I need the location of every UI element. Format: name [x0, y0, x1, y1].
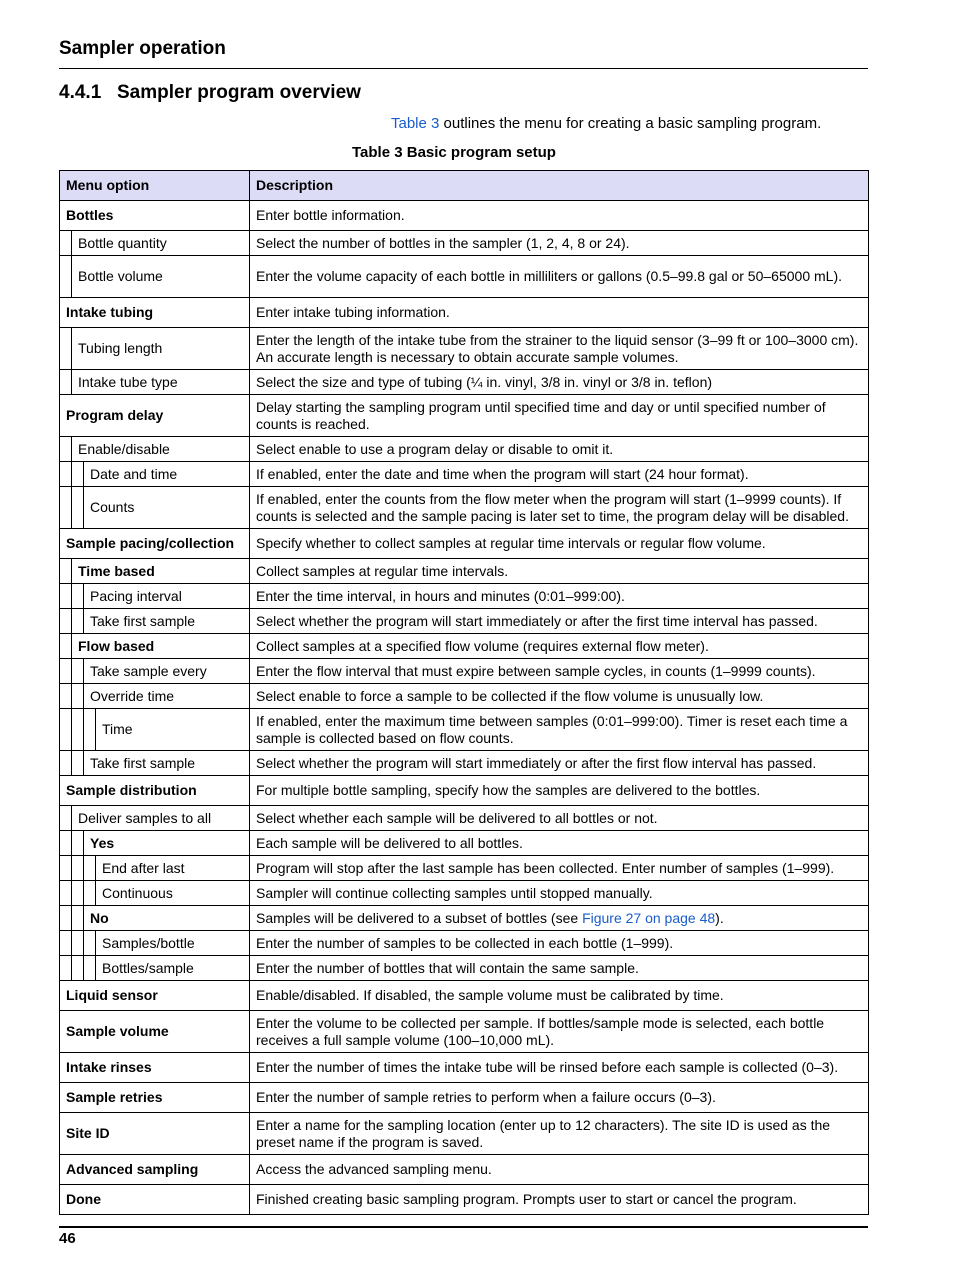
- indent-rule: [60, 709, 72, 750]
- description-text: Enter the flow interval that must expire between sample cycles, in counts (1–9999 counts).: [256, 662, 816, 679]
- menu-option: Pacing interval: [90, 587, 182, 604]
- menu-description: [250, 831, 869, 856]
- menu-option: Site ID: [66, 1125, 110, 1141]
- table-row: [60, 659, 869, 684]
- menu-description: [250, 906, 869, 931]
- table-row: [60, 462, 869, 487]
- description-text: Enter the length of the intake tube from the strainer to the liquid sensor (3–99 ft or 100–3000 cm). An accurate length is necessary to obtain accurate sample volumes.: [256, 331, 859, 365]
- indent-rule: [60, 256, 72, 297]
- section-heading: Sampler program overview: [117, 82, 361, 103]
- table-row: [60, 395, 869, 437]
- menu-option: Sample retries: [66, 1089, 163, 1105]
- table-row: [60, 201, 869, 231]
- table-row: [60, 328, 869, 370]
- menu-option-cell: [60, 1083, 250, 1113]
- description-text: Enter the time interval, in hours and minutes (0:01–999:00).: [256, 587, 625, 604]
- indent-rule: [60, 931, 72, 955]
- menu-option-cell: [60, 437, 250, 462]
- table-row: [60, 609, 869, 634]
- description-text: Collect samples at a specified flow volume (requires external flow meter).: [256, 637, 709, 654]
- table-row: [60, 487, 869, 529]
- page-number: 46: [59, 1230, 76, 1247]
- menu-option-cell: [60, 709, 250, 751]
- menu-option-cell: [60, 298, 250, 328]
- description-text: If enabled, enter the date and time when the program will start (24 hour format).: [256, 465, 749, 482]
- menu-description: [250, 931, 869, 956]
- description-text: Enter intake tubing information.: [256, 304, 450, 320]
- table-row: [60, 684, 869, 709]
- menu-option-cell: [60, 328, 250, 370]
- description-text: Enter the number of times the intake tube will be rinsed before each sample is collected (0–3).: [256, 1059, 839, 1075]
- description-text: Select the number of bottles in the sampler (1, 2, 4, 8 or 24).: [256, 234, 630, 251]
- section-number: 4.4.1: [59, 82, 102, 103]
- menu-description: [250, 634, 869, 659]
- indent-rule: [72, 709, 84, 750]
- menu-option-cell: [60, 559, 250, 584]
- menu-option: No: [90, 909, 109, 926]
- menu-description: [250, 437, 869, 462]
- menu-option-cell: [60, 751, 250, 776]
- menu-option-cell: [60, 831, 250, 856]
- menu-option: Intake tube type: [78, 373, 178, 390]
- description-text: Enter the volume to be collected per sample. If bottles/sample mode is selected, each bottle receives a full sample volume (100–10,000 mL).: [256, 1014, 825, 1048]
- section-title: [59, 82, 361, 104]
- table-row: [60, 956, 869, 981]
- indent-rule: [60, 609, 72, 633]
- menu-option-cell: [60, 256, 250, 298]
- menu-option-cell: [60, 906, 250, 931]
- description-text: Enable/disabled. If disabled, the sample volume must be calibrated by time.: [256, 987, 724, 1003]
- indent-rule: [72, 906, 84, 930]
- menu-option: Sample pacing/collection: [66, 535, 235, 551]
- menu-option-cell: [60, 462, 250, 487]
- indent-rule: [84, 881, 96, 905]
- intro-paragraph: [391, 115, 821, 132]
- indent-rule: [72, 831, 84, 855]
- indent-rule: [72, 881, 84, 905]
- description-text: Finished creating basic sampling program. Prompts user to start or cancel the program.: [256, 1191, 797, 1207]
- menu-option: Override time: [90, 687, 175, 704]
- menu-option-cell: [60, 659, 250, 684]
- menu-option-cell: [60, 956, 250, 981]
- table-row: [60, 584, 869, 609]
- menu-description: [250, 462, 869, 487]
- menu-description: [250, 1083, 869, 1113]
- menu-option: Time: [102, 721, 133, 737]
- menu-option: Tubing length: [78, 340, 163, 356]
- table-row: [60, 881, 869, 906]
- description-text: Each sample will be delivered to all bottles.: [256, 834, 523, 851]
- description-text: Select whether the program will start immediately or after the first time interval has passed.: [256, 612, 818, 629]
- header-rule: [59, 68, 868, 69]
- menu-description: [250, 709, 869, 751]
- indent-rule: [60, 487, 72, 528]
- menu-option: Bottles/sample: [102, 959, 194, 976]
- menu-option-cell: [60, 1053, 250, 1083]
- table-header-row: [60, 171, 869, 201]
- menu-option-cell: [60, 395, 250, 437]
- menu-description: [250, 684, 869, 709]
- menu-option: Intake tubing: [66, 304, 154, 320]
- menu-option-cell: [60, 584, 250, 609]
- menu-option: Time based: [78, 562, 155, 579]
- menu-option: Program delay: [66, 407, 164, 423]
- indent-rule: [84, 856, 96, 880]
- indent-rule: [72, 584, 84, 608]
- menu-option: Sample volume: [66, 1023, 169, 1039]
- menu-option: Date and time: [90, 465, 178, 482]
- menu-option: Enable/disable: [78, 440, 170, 457]
- menu-option-cell: [60, 776, 250, 806]
- table-row: [60, 1113, 869, 1155]
- menu-option-cell: [60, 931, 250, 956]
- table-row: [60, 370, 869, 395]
- menu-description: [250, 395, 869, 437]
- menu-option-cell: [60, 1011, 250, 1053]
- program-setup-table: [59, 170, 869, 1215]
- menu-description: [250, 1113, 869, 1155]
- description-text: Select the size and type of tubing (¼ in. vinyl, 3/8 in. vinyl or 3/8 in. teflon): [256, 373, 713, 390]
- menu-option-cell: [60, 684, 250, 709]
- menu-description: [250, 370, 869, 395]
- menu-option: Bottles: [66, 207, 114, 223]
- menu-description: [250, 529, 869, 559]
- indent-rule: [72, 751, 84, 775]
- menu-option-cell: [60, 370, 250, 395]
- menu-description: [250, 256, 869, 298]
- footer-rule: [59, 1226, 868, 1228]
- menu-option: Take first sample: [90, 612, 196, 629]
- menu-option-cell: [60, 609, 250, 634]
- indent-rule: [60, 906, 72, 930]
- menu-option-cell: [60, 634, 250, 659]
- indent-rule: [72, 609, 84, 633]
- menu-description: [250, 856, 869, 881]
- header-option-cell: [60, 171, 250, 201]
- description-text: Specify whether to collect samples at regular time intervals or regular flow volume.: [256, 535, 766, 551]
- table-row: [60, 437, 869, 462]
- table-row: [60, 298, 869, 328]
- menu-option: Take sample every: [90, 662, 207, 679]
- menu-description: [250, 559, 869, 584]
- table-row: [60, 256, 869, 298]
- menu-option: Continuous: [102, 884, 173, 901]
- indent-rule: [60, 634, 72, 658]
- table-link[interactable]: Table 3: [391, 115, 440, 132]
- description-text: Samples will be delivered to a subset of bottles (see: [256, 909, 583, 926]
- menu-option: Deliver samples to all: [78, 809, 212, 826]
- description-text: If enabled, enter the maximum time between samples (0:01–999:00). Timer is reset each time a sample is collected based on flow counts.: [256, 712, 848, 746]
- menu-option: Samples/bottle: [102, 934, 195, 951]
- table-row: [60, 776, 869, 806]
- menu-option-cell: [60, 1185, 250, 1215]
- menu-option: Liquid sensor: [66, 987, 158, 1003]
- menu-option: Done: [66, 1191, 101, 1207]
- menu-description: [250, 776, 869, 806]
- indent-rule: [60, 806, 72, 830]
- indent-rule: [60, 684, 72, 708]
- table-row: [60, 1011, 869, 1053]
- indent-rule: [72, 659, 84, 683]
- menu-option-cell: [60, 201, 250, 231]
- description-suffix: ).: [715, 909, 724, 926]
- menu-description: [250, 609, 869, 634]
- table-row: [60, 906, 869, 931]
- description-text: Enter the volume capacity of each bottle in milliliters or gallons (0.5–99.8 gal or 50–65000 mL).: [256, 268, 842, 284]
- table-row: [60, 1185, 869, 1215]
- menu-description: [250, 487, 869, 529]
- intro-text: outlines the menu for creating a basic sampling program.: [439, 115, 822, 132]
- indent-rule: [72, 856, 84, 880]
- table-row: [60, 529, 869, 559]
- description-text: Select enable to force a sample to be collected if the flow volume is unusually low.: [256, 687, 764, 704]
- description-text: For multiple bottle sampling, specify how the samples are delivered to the bottles.: [256, 782, 761, 798]
- menu-option-cell: [60, 231, 250, 256]
- header-option: Menu option: [66, 177, 150, 193]
- indent-rule: [72, 684, 84, 708]
- description-text: Collect samples at regular time intervals.: [256, 562, 509, 579]
- description-text: Enter the number of samples to be collected in each bottle (1–999).: [256, 934, 674, 951]
- description-text: Delay starting the sampling program until specified time and day or until specified number of counts is reached.: [256, 398, 826, 432]
- description-text: Select whether each sample will be delivered to all bottles or not.: [256, 809, 658, 826]
- description-text: Enter the number of bottles that will contain the same sample.: [256, 959, 639, 976]
- table-row: [60, 634, 869, 659]
- indent-rule: [84, 931, 96, 955]
- indent-rule: [60, 559, 72, 583]
- page-header: Sampler operation: [59, 38, 226, 59]
- table-row: [60, 806, 869, 831]
- indent-rule: [60, 659, 72, 683]
- description-text: Select whether the program will start immediately or after the first flow interval has passed.: [256, 754, 817, 771]
- description-text: Select enable to use a program delay or disable to omit it.: [256, 440, 614, 457]
- figure-link[interactable]: Figure 27 on page 48: [582, 909, 716, 926]
- table-row: [60, 831, 869, 856]
- indent-rule: [60, 751, 72, 775]
- menu-option: End after last: [102, 859, 185, 876]
- menu-description: [250, 201, 869, 231]
- table-row: [60, 1083, 869, 1113]
- menu-option-cell: [60, 529, 250, 559]
- table-row: [60, 751, 869, 776]
- indent-rule: [60, 881, 72, 905]
- menu-description: [250, 1155, 869, 1185]
- indent-rule: [72, 931, 84, 955]
- indent-rule: [72, 487, 84, 528]
- table-row: [60, 981, 869, 1011]
- indent-rule: [60, 831, 72, 855]
- table-row: [60, 231, 869, 256]
- menu-option: Sample distribution: [66, 782, 197, 798]
- menu-description: [250, 806, 869, 831]
- menu-description: [250, 956, 869, 981]
- menu-description: [250, 1185, 869, 1215]
- menu-description: [250, 584, 869, 609]
- table-row: [60, 1053, 869, 1083]
- indent-rule: [60, 584, 72, 608]
- menu-description: [250, 981, 869, 1011]
- menu-option: Advanced sampling: [66, 1161, 199, 1177]
- menu-option: Bottle quantity: [78, 234, 167, 251]
- indent-rule: [60, 437, 72, 461]
- menu-option-cell: [60, 1155, 250, 1185]
- menu-option: Counts: [90, 499, 135, 515]
- menu-option: Take first sample: [90, 754, 196, 771]
- description-text: Program will stop after the last sample has been collected. Enter number of samples (1–999).: [256, 859, 835, 876]
- indent-rule: [60, 231, 72, 255]
- menu-description: [250, 659, 869, 684]
- indent-rule: [60, 328, 72, 369]
- menu-option-cell: [60, 981, 250, 1011]
- description-text: Enter the number of sample retries to perform when a failure occurs (0–3).: [256, 1089, 716, 1105]
- menu-description: [250, 1053, 869, 1083]
- menu-option: Yes: [90, 834, 115, 851]
- table-row: [60, 856, 869, 881]
- menu-option: Intake rinses: [66, 1059, 152, 1075]
- menu-description: [250, 298, 869, 328]
- indent-rule: [84, 956, 96, 980]
- menu-description: [250, 881, 869, 906]
- table-row: [60, 709, 869, 751]
- table-row: [60, 1155, 869, 1185]
- indent-rule: [60, 856, 72, 880]
- menu-description: [250, 1011, 869, 1053]
- menu-option-cell: [60, 487, 250, 529]
- indent-rule: [84, 709, 96, 750]
- menu-description: [250, 231, 869, 256]
- indent-rule: [72, 956, 84, 980]
- menu-option-cell: [60, 1113, 250, 1155]
- description-text: Access the advanced sampling menu.: [256, 1161, 492, 1177]
- menu-option-cell: [60, 806, 250, 831]
- indent-rule: [60, 956, 72, 980]
- menu-option-cell: [60, 856, 250, 881]
- indent-rule: [60, 370, 72, 394]
- table-row: [60, 559, 869, 584]
- header-description: Description: [250, 171, 869, 201]
- indent-rule: [72, 462, 84, 486]
- description-text: Enter a name for the sampling location (enter up to 12 characters). The site ID is used as the preset name if the program is saved.: [256, 1116, 831, 1150]
- indent-rule: [60, 462, 72, 486]
- menu-option: Flow based: [78, 637, 155, 654]
- table-caption: Table 3 Basic program setup: [352, 144, 556, 161]
- menu-option: Bottle volume: [78, 268, 163, 284]
- menu-option-cell: [60, 881, 250, 906]
- description-text: If enabled, enter the counts from the flow meter when the program will start (1–9999 counts). If counts is selected and the sample pacing is later set to time, the program delay will be disabled.: [256, 490, 849, 524]
- description-text: Enter bottle information.: [256, 207, 405, 223]
- menu-description: [250, 751, 869, 776]
- menu-description: [250, 328, 869, 370]
- description-text: Sampler will continue collecting samples until stopped manually.: [256, 884, 653, 901]
- table-row: [60, 931, 869, 956]
